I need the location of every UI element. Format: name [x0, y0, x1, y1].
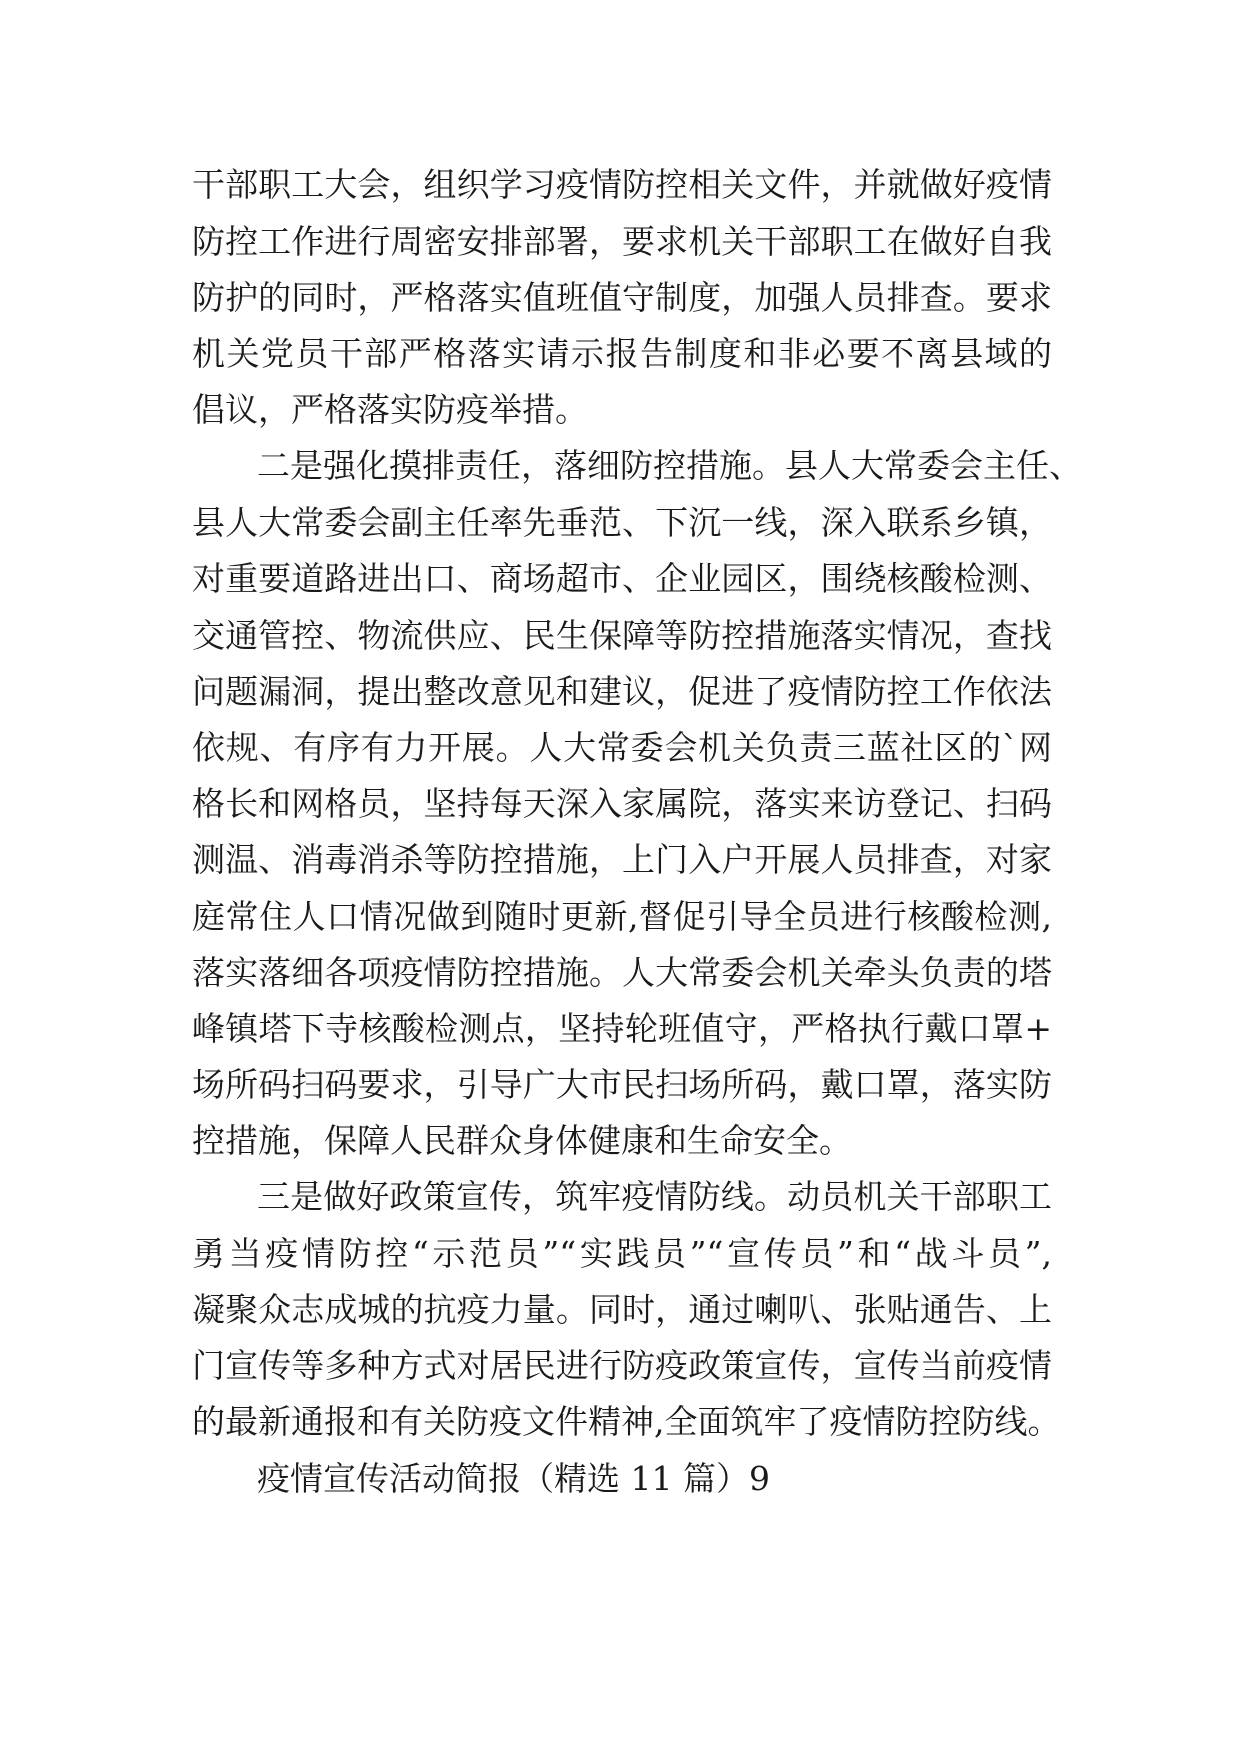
paragraph-2-line-7: 格长和网格员，坚持每天深入家属院，落实来访登记、扫码 — [192, 784, 1052, 823]
paragraph-2-line-11: 峰镇塔下寺核酸检测点，坚持轮班值守，严格执行戴口罩+ — [192, 1009, 1052, 1048]
paragraph-2-line-8: 测温、消毒消杀等防控措施，上门入户开展人员排查，对家 — [192, 840, 1052, 879]
paragraph-2-line-13: 控措施，保障人民群众身体健康和生命安全。 — [192, 1121, 852, 1160]
paragraph-2-line-9: 庭常住人口情况做到随时更新,督促引导全员进行核酸检测, — [192, 897, 1052, 936]
section-heading: 疫情宣传活动简报（精选 11 篇）9 — [257, 1459, 770, 1498]
paragraph-3-line-4: 门宣传等多种方式对居民进行防疫政策宣传，宣传当前疫情 — [192, 1346, 1052, 1385]
paragraph-2-line-2: 县人大常委会副主任率先垂范、下沉一线，深入联系乡镇， — [192, 503, 1052, 542]
paragraph-1-line-1: 干部职工大会，组织学习疫情防控相关文件，并就做好疫情 — [192, 165, 1052, 204]
paragraph-1-line-4: 机关党员干部严格落实请示报告制度和非必要不离县域的 — [192, 334, 1052, 373]
paragraph-2-line-3: 对重要道路进出口、商场超市、企业园区，围绕核酸检测、 — [192, 559, 1052, 598]
paragraph-3-line-1: 三是做好政策宣传，筑牢疫情防线。动员机关干部职工 — [257, 1177, 1052, 1216]
paragraph-2-line-1: 二是强化摸排责任，落细防控措施。县人大常委会主任、 — [257, 446, 1082, 485]
paragraph-1-line-5: 倡议，严格落实防疫举措。 — [192, 390, 588, 429]
paragraph-3-line-5: 的最新通报和有关防疫文件精神,全面筑牢了疫情防控防线。 — [192, 1402, 1061, 1441]
paragraph-3-line-2: 勇当疫情防控“示范员”“实践员”“宣传员”和“战斗员”, — [192, 1234, 1052, 1273]
paragraph-2-line-6: 依规、有序有力开展。人大常委会机关负责三蓝社区的`网 — [192, 728, 1052, 767]
paragraph-2-line-5: 问题漏洞，提出整改意见和建议，促进了疫情防控工作依法 — [192, 672, 1052, 711]
paragraph-2-line-10: 落实落细各项疫情防控措施。人大常委会机关牵头负责的塔 — [192, 953, 1052, 992]
paragraph-1-line-2: 防控工作进行周密安排部署，要求机关干部职工在做好自我 — [192, 222, 1052, 261]
paragraph-2-line-4: 交通管控、物流供应、民生保障等防控措施落实情况，查找 — [192, 616, 1052, 655]
paragraph-1-line-3: 防护的同时，严格落实值班值守制度，加强人员排查。要求 — [192, 278, 1052, 317]
paragraph-2-line-12: 场所码扫码要求，引导广大市民扫场所码，戴口罩，落实防 — [192, 1065, 1052, 1104]
paragraph-3-line-3: 凝聚众志成城的抗疫力量。同时，通过喇叭、张贴通告、上 — [192, 1290, 1052, 1329]
